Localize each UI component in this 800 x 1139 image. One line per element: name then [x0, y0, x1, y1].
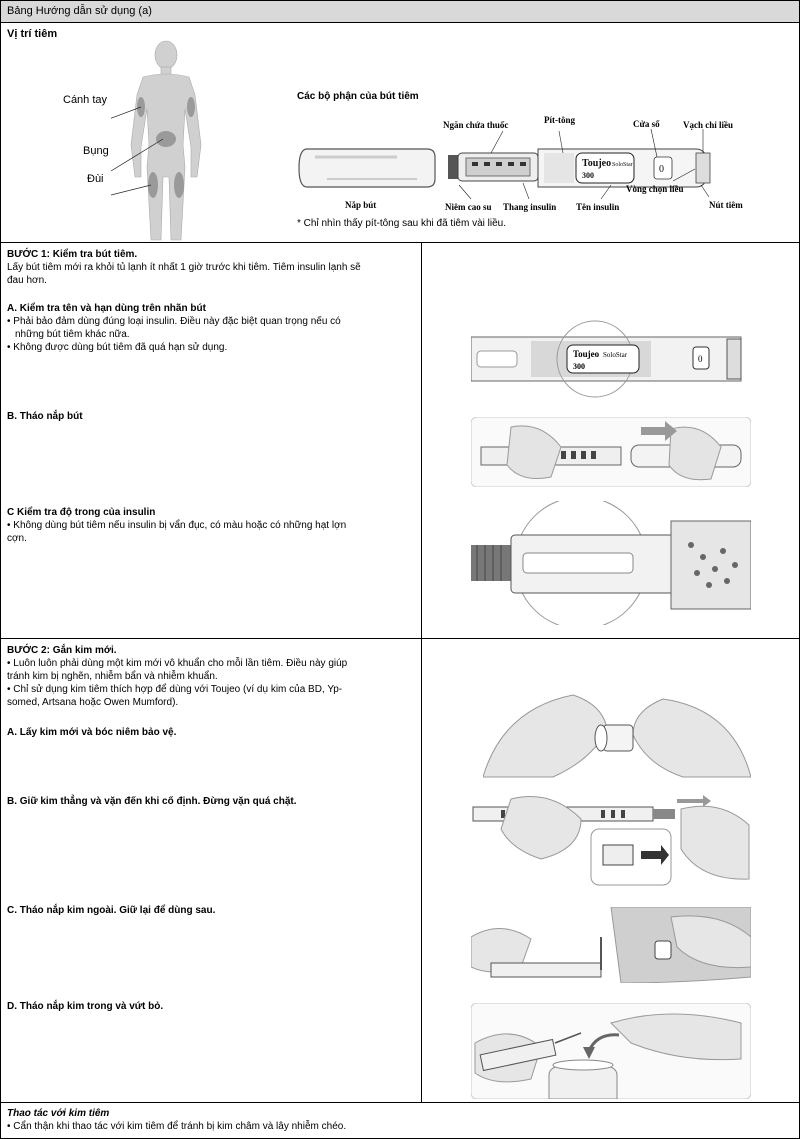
step1-c-title: C Kiểm tra độ trong của insulin [7, 507, 156, 518]
step1-c-bullet1-line1: • Không dùng bút tiêm nếu insulin bị vẩn đục, có màu hoặc có những hạt lợn [7, 520, 347, 531]
step2-bullet2-line2: somed, Artsana hoặc Owen Mumford). [7, 697, 179, 708]
pen-cap-image [297, 143, 437, 193]
table-header [1, 1, 799, 23]
step1-b-title: B. Tháo nắp bút [7, 411, 83, 422]
column-divider [421, 243, 422, 638]
check-label-brand-sub: SoloStar [603, 351, 628, 359]
step2-bullet2-line1: • Chỉ sử dụng kim tiêm thích hợp để dùng với Toujeo (ví dụ kim của BD, Yp- [7, 684, 343, 695]
step1-a-bullet1-line2: những bút tiêm khác nữa. [15, 329, 130, 340]
check-label-image [471, 315, 751, 403]
label-injection-button: Nút tiêm [709, 200, 743, 210]
overview-section [1, 23, 799, 243]
label-rubber-seal: Niêm cao su [445, 202, 492, 212]
pen-leader-lines [441, 123, 741, 213]
table-title: Bảng Hướng dẫn sử dụng (a) [7, 5, 152, 17]
check-label-dose-digit: 0 [698, 354, 703, 364]
step2-c-title: C. Tháo nắp kim ngoài. Giữ lại để dùng sau. [7, 905, 216, 916]
site-label-thigh: Đùi [87, 173, 104, 185]
pen-parts-title: Các bộ phận của bút tiêm [297, 91, 419, 102]
body-figure-image [111, 35, 221, 245]
label-reservoir: Ngăn chứa thuốc [443, 120, 509, 130]
pen-strength-label: 300 [582, 171, 594, 180]
handling-title: Thao tác với kim tiêm [7, 1108, 110, 1119]
peel-needle-image [483, 689, 751, 779]
step2-bullet1-line2: tránh kim bị nghẽn, nhiễm bẩn và nhiễm khuẩn. [7, 671, 218, 682]
remove-inner-cap-image [471, 1003, 751, 1099]
label-dose-pointer: Vạch chỉ liều [683, 120, 734, 130]
step1-intro-line2: đau hơn. [7, 275, 47, 286]
check-clarity-image [471, 501, 751, 625]
check-label-brand: Toujeo [573, 349, 600, 359]
pen-footnote: * Chỉ nhìn thấy pít-tông sau khi đã tiêm vài liều. [297, 218, 507, 229]
step1-intro-line1: Lấy bút tiêm mới ra khỏi tủ lạnh ít nhất 1 giờ trước khi tiêm. Tiêm insulin lạnh sẽ [7, 262, 361, 273]
pen-brand-sub: SoloStar [612, 162, 633, 168]
label-window: Cửa sổ [633, 119, 660, 129]
remove-cap-image [471, 417, 751, 487]
pen-cap-label: Nắp bút [345, 200, 377, 210]
label-insulin-name: Tên insulin [576, 202, 620, 212]
step2-b-title: B. Giữ kim thẳng và vặn đến khi cố định. Đừng vặn quá chặt. [7, 796, 297, 807]
remove-outer-cap-image [471, 907, 751, 983]
step1-title: BƯỚC 1: Kiểm tra bút tiêm. [7, 249, 138, 260]
step1-c-bullet1-line2: cợn. [7, 533, 27, 544]
label-insulin-scale: Thang insulin [503, 202, 557, 212]
step2-title: BƯỚC 2: Gắn kim mới. [7, 645, 117, 656]
step1-a-title: A. Kiểm tra tên và hạn dùng trên nhãn bút [7, 303, 206, 314]
step2-a-title: A. Lấy kim mới và bóc niêm bảo vệ. [7, 727, 177, 738]
attach-needle-image [471, 789, 751, 889]
step1-a-bullet1-line1: • Phải bảo đảm dùng đúng loại insulin. Điều này đặc biệt quan trọng nếu có [7, 316, 341, 327]
handling-section [1, 1103, 799, 1138]
injection-sites-title: Vị trí tiêm [7, 28, 58, 40]
step1-section [1, 243, 799, 639]
label-dose-selector: Vòng chọn liều [626, 184, 684, 194]
pen-brand-label: Toujeo [582, 158, 612, 169]
step2-section [1, 639, 799, 1103]
site-label-abdomen: Bụng [83, 145, 109, 157]
check-label-strength: 300 [573, 362, 585, 371]
dose-window-digit: 0 [659, 164, 664, 175]
column-divider [421, 639, 422, 1102]
site-label-arm: Cánh tay [63, 94, 108, 106]
step2-d-title: D. Tháo nắp kim trong và vứt bỏ. [7, 1001, 164, 1012]
step2-bullet1-line1: • Luôn luôn phải dùng một kim mới vô khuẩn cho mỗi lần tiêm. Điều này giúp [7, 658, 348, 669]
step1-a-bullet2: • Không được dùng bút tiêm đã quá hạn sử dụng. [7, 342, 228, 353]
handling-text: • Cẩn thận khi thao tác với kim tiêm để tránh bị kim châm và lây nhiễm chéo. [7, 1121, 347, 1132]
label-plunger: Pít-tông [544, 115, 575, 125]
